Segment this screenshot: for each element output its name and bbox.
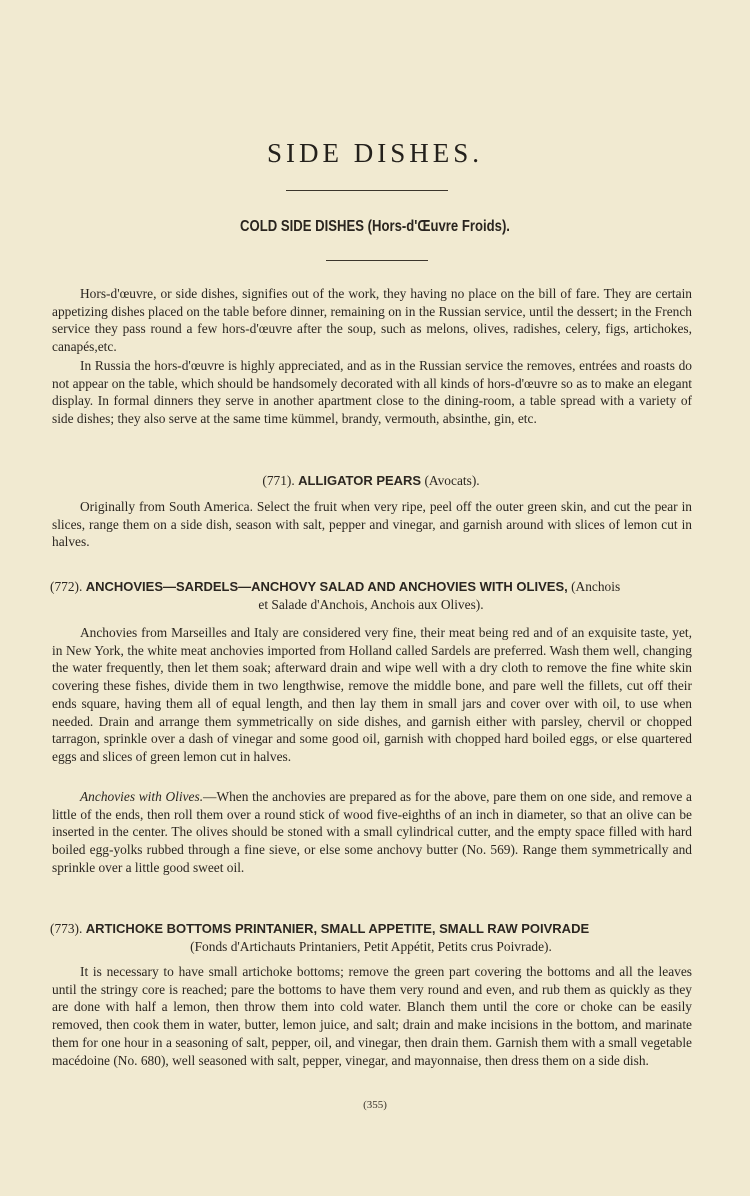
heading-772-alt1: (Anchois <box>571 579 621 594</box>
subtitle-rule <box>326 260 428 261</box>
text-772-olives <box>52 788 692 877</box>
page-number: (355) <box>363 1099 387 1111</box>
heading-771 <box>50 472 692 490</box>
heading-773-name: ARTICHOKE BOTTOMS PRINTANIER, SMALL APPETITE, SMALL RAW POIVRADE <box>85 921 590 936</box>
section-subtitle: COLD SIDE DISHES (Hors-d'Œuvre Froids). <box>240 218 510 235</box>
heading-771-name: ALLIGATOR PEARS <box>298 473 422 488</box>
title-rule <box>286 190 448 191</box>
intro-paragraph-2: In Russia the hors-d'œuvre is highly appreciated, and as in the Russian service the removes, entrées and roasts do not appear on the table, which should be handsomely decorated with all kinds of hors-d'œuvre so as to make an elegant display. In formal dinners they serve in another apartment close to the dining-room, a table spread with a variety of side dishes; they also serve at the same time kümmel, brandy, vermouth, absinthe, gin, etc. <box>52 358 692 427</box>
heading-773-number: (773). <box>50 921 83 936</box>
heading-772-alt2: et Salade d'Anchois, Anchois aux Olives). <box>258 597 484 612</box>
text-773: It is necessary to have small artichoke bottoms; remove the green part covering the bottoms and all the leaves until the stringy core is reached; pare the bottoms to have them very round and even, and rub them as quickly as they are done with half a lemon, then throw them into cold water. Blanch them until the core or choke can be easily removed, then cook them in water, butter, lemon juice, and salt; drain and make incisions in the bottom, and marinate them for one hour in a seasoning of salt, pepper, oil, and vinegar, then drain them. Garnish them with a small vegetable macédoine (No. 680), well seasoned with salt, pepper, vinegar, and mayonnaise, then dress them on a side dish. <box>52 964 692 1068</box>
page-title: SIDE DISHES. <box>266 138 483 168</box>
text-772: Anchovies from Marseilles and Italy are considered very fine, their meat being red and of an exquisite taste, yet, in New York, the white meat anchovies imported from Holland called Sardels are preferred. Wash them well, changing the water frequently, then let them soak; afterward drain and wipe well with a dry cloth to remove the fine white skin covering these fishes, divide them in two lengthwise, remove the middle bone, and pare well the fillets, cut off their ends square, having them all of equal length, and then lay them in small jars and cover over with oil, to use when needed. Drain and arrange them symmetrically on side dishes, and garnish either with parsley, chervil or chopped tarragon, sprinkle over a dash of vinegar and some good oil, garnish with chopped hard boiled eggs, or else quartered eggs and slices of green lemon cut in halves. <box>52 625 692 764</box>
heading-771-alt: (Avocats). <box>424 473 480 488</box>
intro-paragraph-1: Hors-d'œuvre, or side dishes, signifies out of the work, they having no place on the bill of fare. They are certain appetizing dishes placed on the table before dinner, remaining on in the Russian service, until the dessert; in the French service they pass round a few hors-d'œuvre after the soup, such as melons, olives, radishes, celery, figs, artichokes, canapés,etc. <box>52 286 692 355</box>
text-771: Originally from South America. Select the fruit when very ripe, peel off the outer green skin, and cut the pear in slices, range them on a side dish, season with salt, pepper and vinegar, and garnish around with slices of lemon cut in halves. <box>52 499 692 550</box>
heading-772-number: (772). <box>50 579 83 594</box>
heading-772-name: ANCHOVIES—SARDELS—ANCHOVY SALAD AND ANCHOVIES WITH OLIVES, <box>85 579 568 594</box>
heading-771-number: (771). <box>262 473 295 488</box>
heading-773 <box>50 920 692 956</box>
olives-subtitle: Anchovies with Olives. <box>80 789 204 804</box>
olives-text: —When the anchovies are prepared as for the above, pare them on one side, and remove a little of the ends, then roll them over a round stick of wood five-eighths of an inch in diameter, so that an olive can be inserted in the center. The olives should be stoned with a small cylindrical cutter, and the empty space filled with hard boiled egg-yolks rubbed through a fine sieve, or else some anchovy butter (No. 569). Range them symmetrically and sprinkle over a little good sweet oil. <box>52 789 692 875</box>
heading-773-alt: (Fonds d'Artichauts Printaniers, Petit Appétit, Petits crus Poivrade). <box>190 939 552 954</box>
heading-772 <box>50 578 692 614</box>
